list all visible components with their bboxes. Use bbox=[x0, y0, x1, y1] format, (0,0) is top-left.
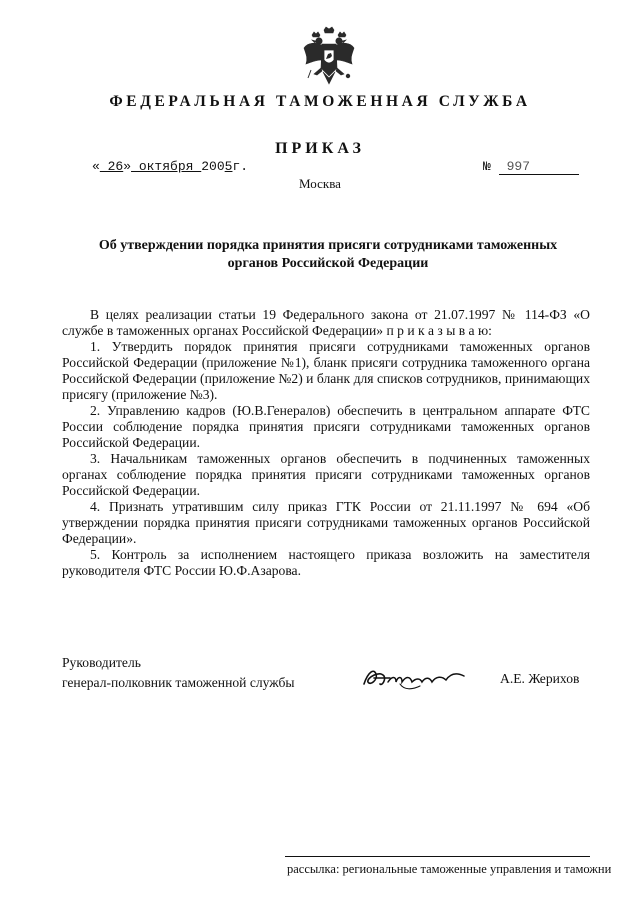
date-month: октября bbox=[131, 159, 202, 174]
date-close-quote: » bbox=[123, 159, 132, 174]
clause-2-paragraph: 2. Управлению кадров (Ю.В.Генералов) обеспечить в центральном аппарате ФТС России соблюдение порядка принятия присяги сотрудниками таможенных органов Российской Федерации. bbox=[62, 403, 590, 450]
signer-title bbox=[62, 653, 295, 693]
order-number bbox=[483, 159, 579, 175]
date-open-quote: « bbox=[92, 159, 100, 174]
clause-4-paragraph: 4. Признать утратившим силу приказ ГТК России от 21.11.1997 № 694 «Об утверждении порядка принятия присяги сотрудниками таможенных органов Российской Федерации». bbox=[62, 499, 590, 546]
date-year-suffix: 5 bbox=[224, 159, 233, 174]
order-date bbox=[92, 159, 248, 174]
date-year-prefix: 200 bbox=[201, 159, 225, 174]
order-body bbox=[62, 307, 590, 579]
clause-5-paragraph: 5. Контроль за исполнением настоящего приказа возложить на заместителя руководителя ФТС России Ю.Ф.Азарова. bbox=[62, 547, 590, 578]
date-day: 26 bbox=[99, 159, 124, 174]
handwritten-signature-icon bbox=[360, 664, 470, 692]
distribution-divider bbox=[285, 856, 590, 857]
clause-3-paragraph: 3. Начальникам таможенных органов обеспечить в подчиненных таможенных органах соблюдение порядка принятия присяги сотрудниками таможенных органов Российской Федерации. bbox=[62, 451, 590, 498]
double-headed-eagle-emblem-icon bbox=[302, 26, 356, 88]
document-type-title: ПРИКАЗ bbox=[275, 140, 365, 157]
distribution-list: рассылка: региональные таможенные управления и таможни bbox=[287, 862, 612, 876]
signer-name: А.Е. Жерихов bbox=[500, 671, 580, 686]
order-subject: Об утверждении порядка принятия присяги сотрудниками таможенных органов Российской Федерации bbox=[98, 238, 558, 271]
clause-1-paragraph: 1. Утвердить порядок принятия присяги сотрудниками таможенных органов Российской Федерации (приложение №1), бланк присяги сотрудника таможенного органа Российской Федерации (приложение №2) и бланк для списков сотрудников, принимающих присягу (приложение №3). bbox=[62, 339, 590, 402]
agency-name: ФЕДЕРАЛЬНАЯ ТАМОЖЕННАЯ СЛУЖБА bbox=[109, 93, 531, 110]
issue-city: Москва bbox=[299, 176, 341, 191]
preamble-paragraph: В целях реализации статьи 19 Федерального закона от 21.07.1997 № 114-ФЗ «О службе в таможенных органах Российской Федерации» п р и к а з ы в а ю: bbox=[62, 307, 590, 338]
order-number-label: № bbox=[483, 159, 491, 174]
signer-title-line-1: Руководитель bbox=[62, 655, 141, 670]
date-year-unit: г. bbox=[232, 159, 249, 174]
signer-title-line-2: генерал-полковник таможенной службы bbox=[62, 675, 295, 690]
order-number-value: 997 bbox=[499, 159, 579, 175]
